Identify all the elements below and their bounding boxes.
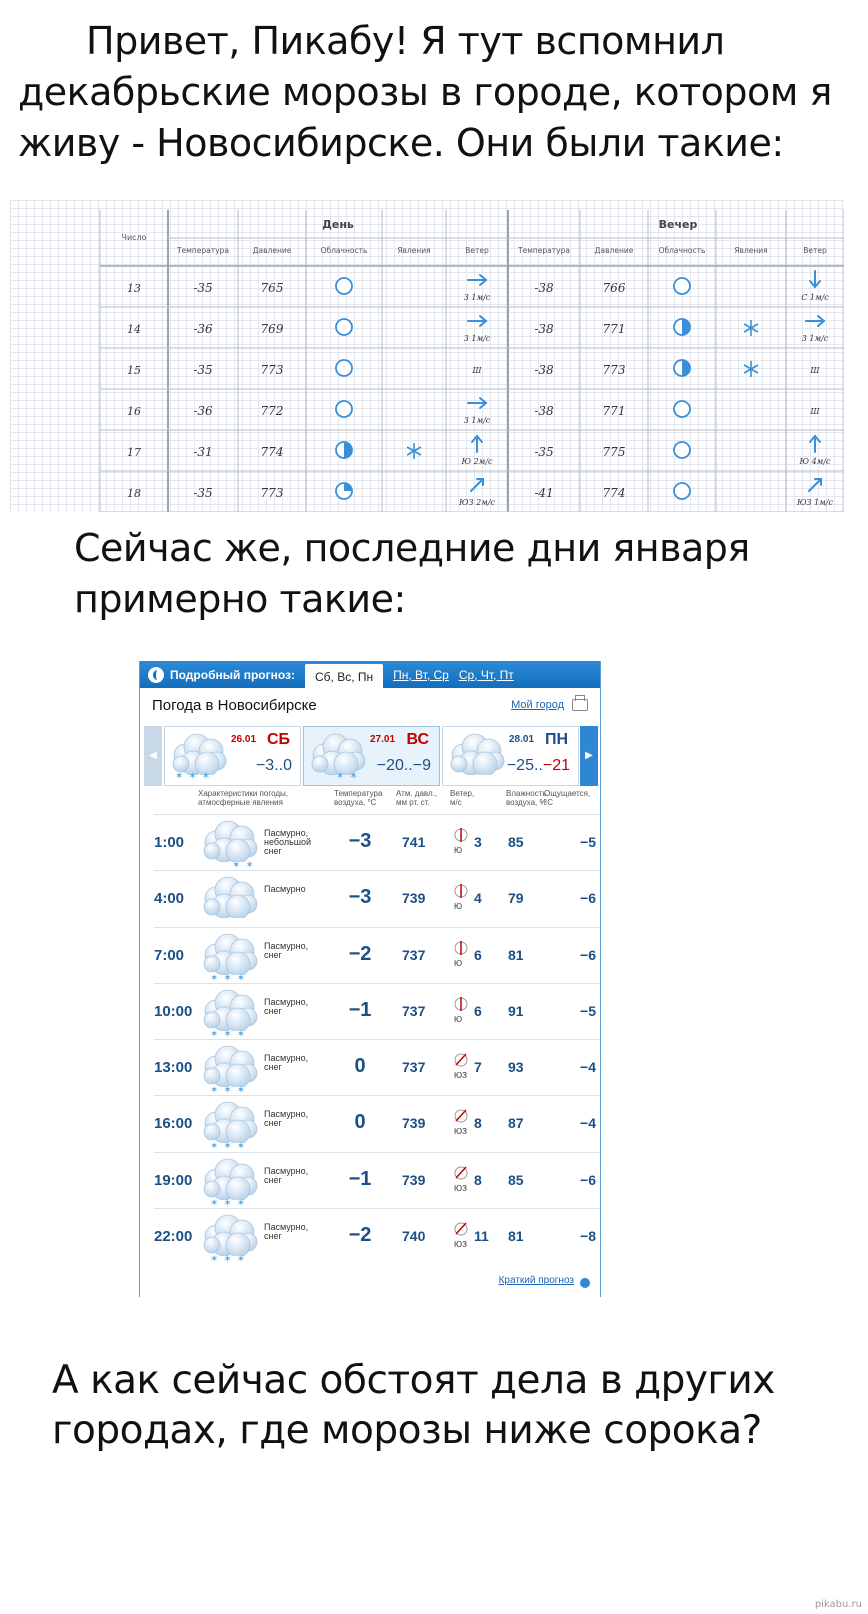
overcast-cloud-icon <box>202 818 258 862</box>
cloudiness-icon <box>674 442 690 458</box>
diary-temp: -35 <box>193 281 213 295</box>
diary-pressure: 775 <box>602 445 626 459</box>
diary-temp: -38 <box>534 404 554 418</box>
forecast-row <box>154 1152 600 1208</box>
forecast-row <box>154 1095 600 1151</box>
weather-diary-table <box>10 200 844 512</box>
overcast-cloud-icon <box>202 931 258 975</box>
diary-temp: -36 <box>193 404 213 418</box>
wind-direction-icon <box>454 1051 468 1069</box>
day-selector <box>144 726 598 786</box>
weather-description: Пасмурно, снег <box>264 1109 309 1129</box>
diary-row <box>127 271 829 302</box>
diary-pressure: 771 <box>602 322 626 336</box>
question-text: А как сейчас обстоят дела в других городах, где морозы ниже сорока? <box>52 1358 775 1453</box>
snow-icon: ✶✶ <box>232 860 259 871</box>
my-city-link[interactable]: Мой город <box>511 699 564 711</box>
wind-direction: ЮЗ <box>454 1240 467 1250</box>
diary-temp: -35 <box>193 486 213 500</box>
snow-icon: ✶✶ <box>336 771 363 782</box>
diary-wind-text: 3 1м/с <box>463 293 491 302</box>
col-pressure: Атм. давл., мм рт. ст. <box>396 789 438 807</box>
range-min: −3 <box>255 757 275 774</box>
intro-text: Привет, Пикабу! Я тут вспомнил декабрьские морозы в городе, котором я живу - Новосибирске. Они были такие: <box>18 19 832 165</box>
diary-pressure: 773 <box>260 486 284 500</box>
pressure-value: 739 <box>402 1115 426 1132</box>
diary-group-evening: Вечер <box>658 218 698 231</box>
weather-description: Пасмурно, снег <box>264 1053 309 1073</box>
forecast-row <box>154 1039 600 1095</box>
diary-subheader: Облачность <box>658 246 706 255</box>
wind-speed: 4 <box>474 890 482 907</box>
diary-temp: -36 <box>193 322 213 336</box>
day-name: ПН <box>544 731 568 748</box>
diary-wind-text: С 1м/с <box>801 293 829 302</box>
cloudiness-icon <box>336 401 352 417</box>
wind-speed: 6 <box>474 1002 482 1019</box>
time-label: 1:00 <box>154 834 185 851</box>
weather-description: Пасмурно, снег <box>264 1165 309 1185</box>
humidity-value: 87 <box>508 1115 524 1132</box>
range-separator: .. <box>274 757 284 774</box>
wind-direction-icon <box>454 995 468 1013</box>
diary-wind-text: Ш <box>810 366 820 375</box>
humidity-value: 81 <box>508 946 524 963</box>
col-humidity: Влажность воздуха, % <box>506 789 547 807</box>
air-temperature: 0 <box>354 1055 366 1078</box>
wind-arrow-icon <box>468 275 486 285</box>
range-min: −20 <box>376 757 404 774</box>
diary-pressure: 774 <box>260 445 284 459</box>
snow-icon <box>744 361 758 377</box>
diary-pressure: 765 <box>260 281 284 295</box>
air-temperature: −2 <box>348 1224 372 1247</box>
overcast-cloud-icon <box>202 874 258 918</box>
range-max: −9 <box>412 757 431 774</box>
weather-description: Пасмурно, снег <box>264 996 309 1016</box>
feels-like-value: −6 <box>580 946 596 963</box>
diary-row <box>127 436 831 466</box>
diary-date: 14 <box>127 323 141 336</box>
wind-direction: ЮЗ <box>454 1071 467 1081</box>
diary-temp: -38 <box>534 281 554 295</box>
snow-icon <box>407 443 421 459</box>
col-wind: Ветер, м/с <box>450 789 475 807</box>
air-temperature: 0 <box>354 1111 366 1134</box>
forecast-widget <box>139 661 601 1297</box>
wind-arrow-icon <box>471 479 483 491</box>
overcast-cloud-icon <box>202 1156 258 1200</box>
diary-subheader: Явления <box>734 246 768 255</box>
diary-pressure: 773 <box>602 363 626 377</box>
weather-description: Пасмурно, небольшой снег <box>264 828 312 856</box>
print-icon[interactable] <box>572 699 588 711</box>
time-label: 7:00 <box>154 946 185 964</box>
forecast-row <box>154 927 600 983</box>
wind-direction-icon <box>454 882 468 900</box>
diary-pressure: 772 <box>260 404 284 418</box>
forecast-row <box>154 983 600 1039</box>
forecast-row <box>154 870 600 926</box>
range-separator: .. <box>403 757 413 774</box>
feels-like-value: −4 <box>580 1059 596 1076</box>
humidity-value: 85 <box>508 834 524 850</box>
day-date: 27.01 <box>370 734 396 745</box>
diary-subheader: Ветер <box>803 246 827 255</box>
diary-temp: -35 <box>193 363 213 377</box>
wind-direction-icon <box>454 1164 468 1182</box>
wind-direction: Ю <box>454 902 463 912</box>
wind-speed: 11 <box>474 1228 489 1245</box>
snow-icon: ✶✶✶ <box>210 1197 251 1209</box>
time-label: 22:00 <box>154 1228 193 1246</box>
overcast-cloud-icon <box>202 1043 258 1087</box>
diary-wind-text: Ю 4м/с <box>799 457 831 466</box>
range-max: 0 <box>283 757 292 774</box>
day-temp-range <box>377 757 431 775</box>
column-headers <box>140 789 600 813</box>
wind-direction: ЮЗ <box>454 1183 467 1193</box>
feels-like-value: −5 <box>580 1002 596 1019</box>
header-label: Подробный прогноз: <box>170 667 295 682</box>
diary-date: 17 <box>127 446 141 459</box>
feels-like-value: −6 <box>580 1171 596 1188</box>
snow-icon: ✶✶✶ <box>175 771 216 782</box>
diary-pressure: 769 <box>260 322 284 336</box>
time-label: 13:00 <box>154 1059 193 1077</box>
diary-pressure: 771 <box>602 404 626 418</box>
range-min: −25 <box>506 757 534 774</box>
diary-pressure: 773 <box>260 363 284 377</box>
wind-speed: 3 <box>474 834 482 850</box>
wind-direction-icon <box>454 826 468 844</box>
col-temp: Температура воздуха, °C <box>334 789 383 807</box>
day-name: СБ <box>266 731 290 748</box>
wind-arrow-icon <box>809 479 821 491</box>
wind-arrow-icon <box>806 316 824 326</box>
prev-days-button[interactable]: ◀ <box>144 726 162 786</box>
diary-date: 18 <box>127 487 141 500</box>
diary-temp: -35 <box>534 445 554 459</box>
time-label: 16:00 <box>154 1115 193 1133</box>
overcast-cloud-icon <box>202 1099 258 1143</box>
snow-icon: ✶✶✶ <box>210 1028 251 1040</box>
overcast-cloud-icon <box>449 731 505 775</box>
day-card[interactable] <box>164 726 301 786</box>
wind-arrow-icon <box>468 316 486 326</box>
diary-row <box>127 479 834 507</box>
diary-wind-text: ЮЗ 2м/с <box>459 498 495 507</box>
widget-header <box>140 661 600 688</box>
pressure-value: 739 <box>402 890 426 907</box>
wind-arrow-icon <box>472 436 482 452</box>
time-label: 10:00 <box>154 1002 193 1020</box>
humidity-value: 79 <box>508 890 524 907</box>
pressure-value: 741 <box>402 834 426 850</box>
forecast-rows <box>154 814 600 1264</box>
diary-date: 15 <box>127 364 141 377</box>
air-temperature: −1 <box>348 1167 372 1190</box>
cloudiness-icon <box>336 319 352 335</box>
diary-temp: -31 <box>193 445 213 459</box>
range-separator: .. <box>533 757 543 774</box>
day-name: ВС <box>406 731 429 748</box>
cloudiness-icon <box>674 401 690 417</box>
day-date: 28.01 <box>509 734 535 745</box>
day-card[interactable] <box>442 726 579 786</box>
wind-speed: 6 <box>474 946 482 963</box>
tab-mon-tue-wed[interactable]: Пн, Вт, Ср <box>393 667 449 682</box>
snow-icon: ✶✶✶ <box>210 1141 251 1153</box>
day-temp-range <box>256 757 292 775</box>
wind-direction: Ю <box>454 1014 463 1024</box>
snow-icon: ✶✶✶ <box>210 1254 251 1266</box>
feels-like-value: −5 <box>580 834 596 850</box>
time-label: 4:00 <box>154 890 185 908</box>
diary-wind-text: Ю 2м/с <box>461 457 493 466</box>
range-max: −21 <box>542 757 570 774</box>
wind-speed: 7 <box>474 1059 482 1076</box>
cloudiness-icon <box>336 360 352 376</box>
humidity-value: 93 <box>508 1059 524 1076</box>
overcast-cloud-icon <box>310 731 366 775</box>
cloudiness-icon <box>674 483 690 499</box>
wind-arrow-icon <box>810 436 820 452</box>
day-date: 26.01 <box>231 734 257 745</box>
wind-arrow-icon <box>468 398 486 408</box>
pressure-value: 740 <box>402 1228 426 1245</box>
feels-like-value: −6 <box>580 890 596 907</box>
diary-subheader: Температура <box>518 246 570 255</box>
diary-temp: -38 <box>534 363 554 377</box>
next-days-button[interactable]: ▶ <box>580 726 598 786</box>
snow-icon <box>744 320 758 336</box>
diary-wind-text: Ш <box>810 407 820 416</box>
overcast-cloud-icon <box>202 1212 258 1256</box>
diary-subheader: Ветер <box>465 246 489 255</box>
cloudiness-icon <box>336 278 352 294</box>
snow-icon: ✶✶✶ <box>210 1085 251 1097</box>
diary-col-date: Число <box>121 233 147 242</box>
diary-wind-text: 3 1м/с <box>463 334 491 343</box>
pressure-value: 739 <box>402 1171 426 1188</box>
tab-wed-thu-fri[interactable]: Ср, Чт, Пт <box>458 667 514 682</box>
diary-subheader: Явления <box>397 246 431 255</box>
air-temperature: −1 <box>348 998 372 1021</box>
diary-subheader: Давление <box>594 246 634 255</box>
diary-wind-text: Ш <box>472 366 482 375</box>
humidity-value: 85 <box>508 1171 524 1188</box>
wind-speed: 8 <box>474 1171 482 1188</box>
weather-description: Пасмурно, снег <box>264 940 309 960</box>
feels-like-value: −8 <box>580 1228 596 1245</box>
diary-pressure: 766 <box>602 281 626 295</box>
diary-date: 13 <box>127 282 141 295</box>
diary-grid <box>10 200 844 512</box>
wind-direction: Ю <box>454 846 463 855</box>
short-forecast-link[interactable]: Краткий прогноз <box>498 1275 574 1286</box>
diary-row <box>127 316 829 343</box>
wind-speed: 8 <box>474 1115 482 1132</box>
diary-group-day: День <box>322 218 354 231</box>
weather-description: Пасмурно, снег <box>264 1222 309 1242</box>
cloudiness-icon <box>674 278 690 294</box>
diary-subheader: Температура <box>177 246 229 255</box>
day-temp-range <box>507 757 570 775</box>
tab-sat-sun-mon[interactable]: Сб, Вс, Пн <box>305 664 383 691</box>
diary-temp: -38 <box>534 322 554 336</box>
diary-date: 16 <box>127 405 141 418</box>
wind-direction-icon <box>454 939 468 957</box>
air-temperature: −3 <box>348 830 372 852</box>
pressure-value: 737 <box>402 1059 426 1076</box>
diary-pressure: 774 <box>602 486 626 500</box>
overcast-cloud-icon <box>171 731 227 775</box>
forecast-row <box>154 1208 600 1264</box>
chevron-right-icon[interactable] <box>580 1278 590 1288</box>
time-label: 19:00 <box>154 1171 193 1189</box>
diary-wind-text: 3 1м/с <box>801 334 829 343</box>
air-temperature: −2 <box>348 942 372 965</box>
col-conditions: Характеристики погоды, атмосферные явления <box>198 789 288 807</box>
air-temperature: −3 <box>348 886 372 909</box>
now-text: Сейчас же, последние дни января примерно такие: <box>74 526 750 621</box>
forecast-row <box>154 814 600 870</box>
snow-icon: ✶✶✶ <box>210 972 251 984</box>
diary-wind-text: ЮЗ 1м/с <box>797 498 833 507</box>
wind-direction-icon <box>454 1220 468 1238</box>
humidity-value: 81 <box>508 1228 524 1245</box>
watermark: pikabu.ru <box>814 1599 862 1610</box>
diary-subheader: Облачность <box>320 246 368 255</box>
pressure-value: 737 <box>402 1002 426 1019</box>
diary-subheader: Давление <box>252 246 292 255</box>
feels-like-value: −4 <box>580 1115 596 1132</box>
day-card[interactable] <box>303 726 440 786</box>
humidity-value: 91 <box>508 1002 524 1019</box>
wind-direction: Ю <box>454 958 463 968</box>
pressure-value: 737 <box>402 946 426 963</box>
col-feels-like: Ощущается, °C <box>544 789 591 807</box>
diary-wind-text: 3 1м/с <box>463 416 491 425</box>
wind-arrow-icon <box>810 271 820 287</box>
wind-direction-icon <box>454 1107 468 1125</box>
logo-icon <box>148 667 164 683</box>
wind-direction: ЮЗ <box>454 1127 467 1137</box>
weather-description: Пасмурно <box>264 884 306 895</box>
diary-temp: -41 <box>534 486 554 500</box>
overcast-cloud-icon <box>202 987 258 1031</box>
widget-title: Погода в Новосибирске <box>152 696 317 714</box>
